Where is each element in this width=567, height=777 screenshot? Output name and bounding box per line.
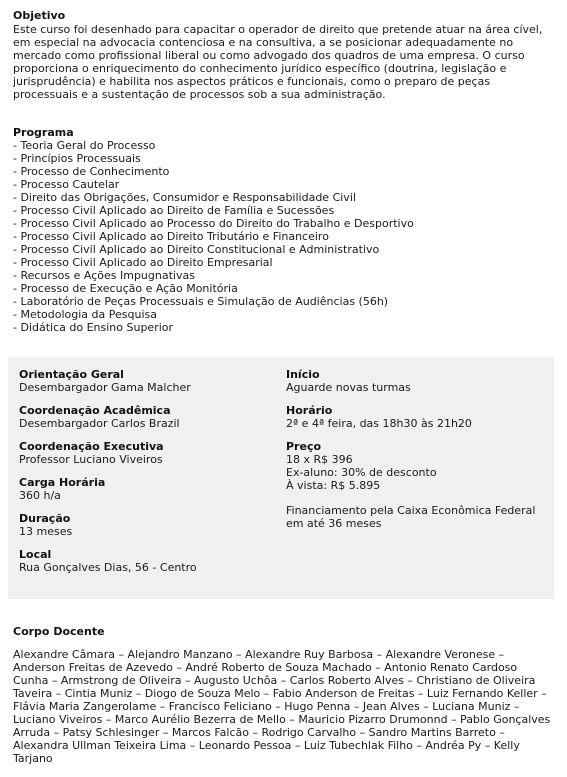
carga-value: 360 h/a bbox=[19, 489, 61, 502]
programa-item: - Processo Civil Aplicado ao Direito Constitucional e Administrativo bbox=[13, 243, 380, 256]
programa-item: - Teoria Geral do Processo bbox=[13, 139, 156, 152]
programa-item: - Processo de Execução e Ação Monitória bbox=[13, 282, 238, 295]
coord-academica-block bbox=[19, 405, 274, 430]
programa-item: - Laboratório de Peças Processuais e Simulação de Audiências (56h) bbox=[13, 295, 389, 308]
orientacao-block bbox=[19, 369, 274, 394]
corpo-docente-title: Corpo Docente bbox=[13, 625, 105, 638]
programa-title: Programa bbox=[13, 126, 74, 139]
horario-block bbox=[286, 405, 548, 430]
programa-item: - Processo Civil Aplicado ao Direito de Família e Sucessões bbox=[13, 204, 335, 217]
horario-value: 2ª e 4ª feira, das 18h30 às 21h20 bbox=[286, 417, 472, 430]
horario-label: Horário bbox=[286, 404, 333, 417]
objetivo-section bbox=[13, 9, 558, 101]
coord-academica-label: Coordenação Acadêmica bbox=[19, 404, 171, 417]
coord-executiva-value: Professor Luciano Viveiros bbox=[19, 453, 163, 466]
info-left-column bbox=[19, 369, 274, 585]
programa-item: - Recursos e Ações Impugnativas bbox=[13, 269, 195, 282]
course-info-box bbox=[8, 357, 554, 599]
programa-list bbox=[13, 139, 558, 334]
info-right-column bbox=[286, 369, 548, 530]
inicio-block bbox=[286, 369, 548, 394]
programa-item: - Processo Civil Aplicado ao Direito Empresarial bbox=[13, 256, 273, 269]
preco-ex-aluno: Ex-aluno: 30% de desconto bbox=[286, 466, 437, 479]
inicio-label: Início bbox=[286, 368, 320, 381]
coord-executiva-label: Coordenação Executiva bbox=[19, 440, 164, 453]
preco-parcelado: 18 x R$ 396 bbox=[286, 453, 353, 466]
duracao-label: Duração bbox=[19, 512, 71, 525]
programa-item: - Processo Civil Aplicado ao Processo do Direito do Trabalho e Desportivo bbox=[13, 217, 414, 230]
orientacao-value: Desembargador Gama Malcher bbox=[19, 381, 191, 394]
duracao-value: 13 meses bbox=[19, 525, 73, 538]
corpo-docente-list: Alexandre Câmara – Alejandro Manzano – Alexandre Ruy Barbosa – Alexandre Veronese – Anderson Freitas de Azevedo – André Roberto de Souza Machado – Antonio Renato Cardoso Cunha – Armstrong de Oliveira – Augusto Uchôa – Carlos Roberto Alves – Christiano de Oliveira Taveira – Cintia Muniz – Diogo de Souza Melo – Fabio Anderson de Freitas – Luiz Fernando Keller – Flávia Maria Zangerolame – Francisco Feliciano – Hugo Penna – Jean Alves – Luciana Muniz – Luciano Viveiros – Marco Aurélio Bezerra de Mello – Mauricio Pizarro Drumonnd – Pablo Gonçalves Arruda – Patsy Schlesinger – Marcos Falcão – Rodrigo Carvalho – Sandro Martins Barreto – Alexandra Ullman Teixeira Lima – Leonardo Pessoa – Luiz Tubechlak Filho – Andréa Py – Kelly Tarjano bbox=[13, 648, 551, 765]
programa-item: - Metodologia da Pesquisa bbox=[13, 308, 157, 321]
programa-item: - Direito das Obrigações, Consumidor e Responsabilidade Civil bbox=[13, 191, 356, 204]
programa-item: - Didática do Ensino Superior bbox=[13, 321, 174, 334]
local-value: Rua Gonçalves Dias, 56 - Centro bbox=[19, 561, 197, 574]
programa-section bbox=[13, 126, 558, 334]
preco-label: Preço bbox=[286, 440, 322, 453]
programa-item: - Processo de Conhecimento bbox=[13, 165, 170, 178]
carga-label: Carga Horária bbox=[19, 476, 106, 489]
local-label: Local bbox=[19, 548, 52, 561]
duracao-block bbox=[19, 513, 274, 538]
programa-item: - Processo Civil Aplicado ao Direito Tributário e Financeiro bbox=[13, 230, 329, 243]
local-block bbox=[19, 549, 274, 574]
objetivo-text: Este curso foi desenhado para capacitar o operador de direito que pretende atuar na área cível, em especial na advocacia contenciosa e na consultiva, a se posicionar adequadamente no mercado como profissional liberal ou como advogado dos quadros de uma empresa. O curso proporciona o enriquecimento do conhecimento jurídico específico (doutrina, legislação e jurisprudência) e habilita nos aspectos práticos e funcionais, como o preparo de peças processuais e a sustentação de processos sob a sua administração. bbox=[13, 23, 543, 101]
preco-block bbox=[286, 441, 548, 492]
programa-item: - Processo Cautelar bbox=[13, 178, 120, 191]
inicio-value: Aguarde novas turmas bbox=[286, 381, 411, 394]
carga-block bbox=[19, 477, 274, 502]
corpo-docente-section bbox=[13, 625, 553, 765]
coord-executiva-block bbox=[19, 441, 274, 466]
objetivo-title: Objetivo bbox=[13, 9, 66, 22]
programa-item: - Princípios Processuais bbox=[13, 152, 141, 165]
financiamento-note: Financiamento pela Caixa Econômica Federal em até 36 meses bbox=[286, 504, 536, 530]
preco-a-vista: À vista: R$ 5.895 bbox=[286, 479, 381, 492]
orientacao-label: Orientação Geral bbox=[19, 368, 124, 381]
coord-academica-value: Desembargador Carlos Brazil bbox=[19, 417, 180, 430]
